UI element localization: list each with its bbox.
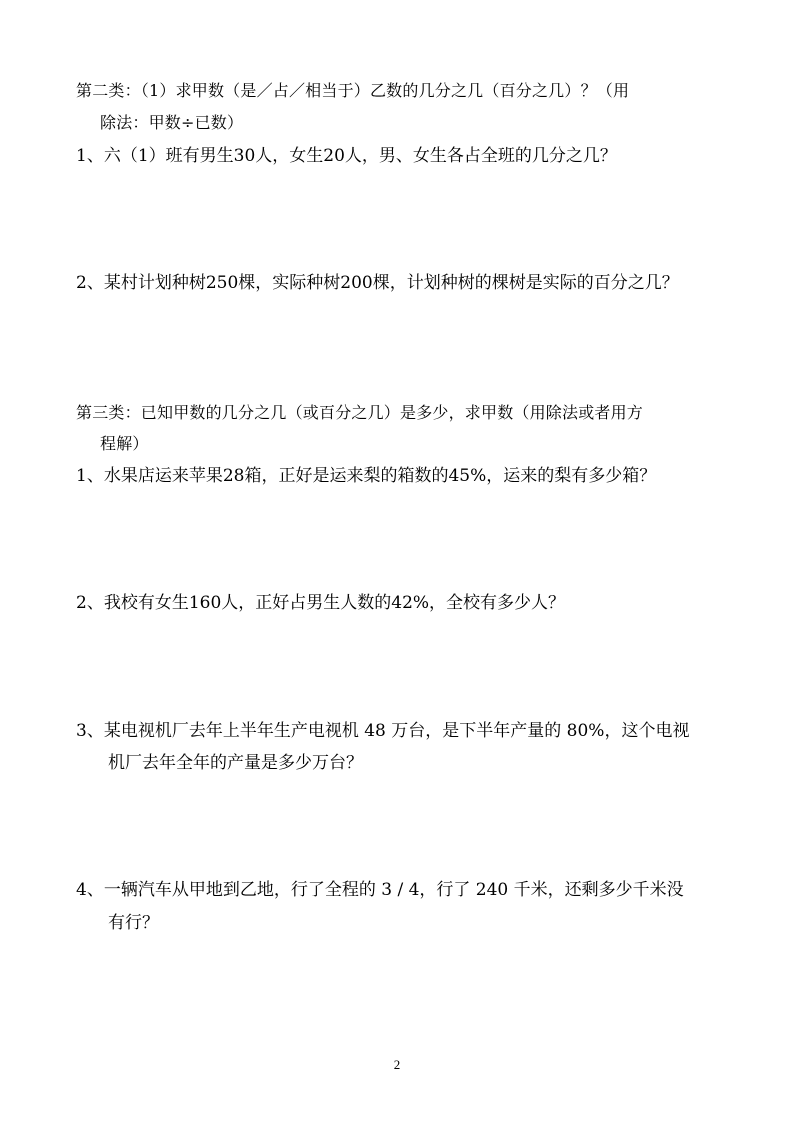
section-2-question-1: 1、六（1）班有男生30人，女生20人，男、女生各占全班的几分之几？ — [76, 146, 617, 166]
section-2-heading-line-1: 第二类：（1）求甲数（是／占／相当于）乙数的几分之几（百分之几）？（用 — [76, 81, 630, 100]
section-3-question-2: 2、我校有女生160人，正好占男生人数的42%，全校有多少人？ — [76, 593, 566, 613]
section-3-heading-line-2: 程解） — [100, 434, 149, 453]
section-3-question-3-line-1: 3、某电视机厂去年上半年生产电视机 48 万台，是下半年产量的 80%，这个电视 — [76, 721, 690, 741]
section-2-question-2: 2、某村计划种树250棵，实际种树200棵，计划种树的棵树是实际的百分之几？ — [76, 273, 679, 293]
section-3-question-3-line-2: 机厂去年全年的产量是多少万台？ — [108, 753, 363, 773]
section-3-question-4-line-2: 有行？ — [108, 913, 159, 933]
section-3-question-1: 1、水果店运来苹果28箱，正好是运来梨的箱数的45%，运来的梨有多少箱？ — [76, 466, 657, 486]
section-3-heading-line-1: 第三类：已知甲数的几分之几（或百分之几）是多少，求甲数（用除法或者用方 — [76, 403, 644, 422]
section-2-heading-line-2: 除法：甲数÷已数） — [100, 113, 244, 132]
page-number: 2 — [393, 1057, 401, 1072]
section-3-question-4-line-1: 4、一辆汽车从甲地到乙地，行了全程的 3 / 4，行了 240 千米，还剩多少千米没 — [76, 880, 684, 900]
